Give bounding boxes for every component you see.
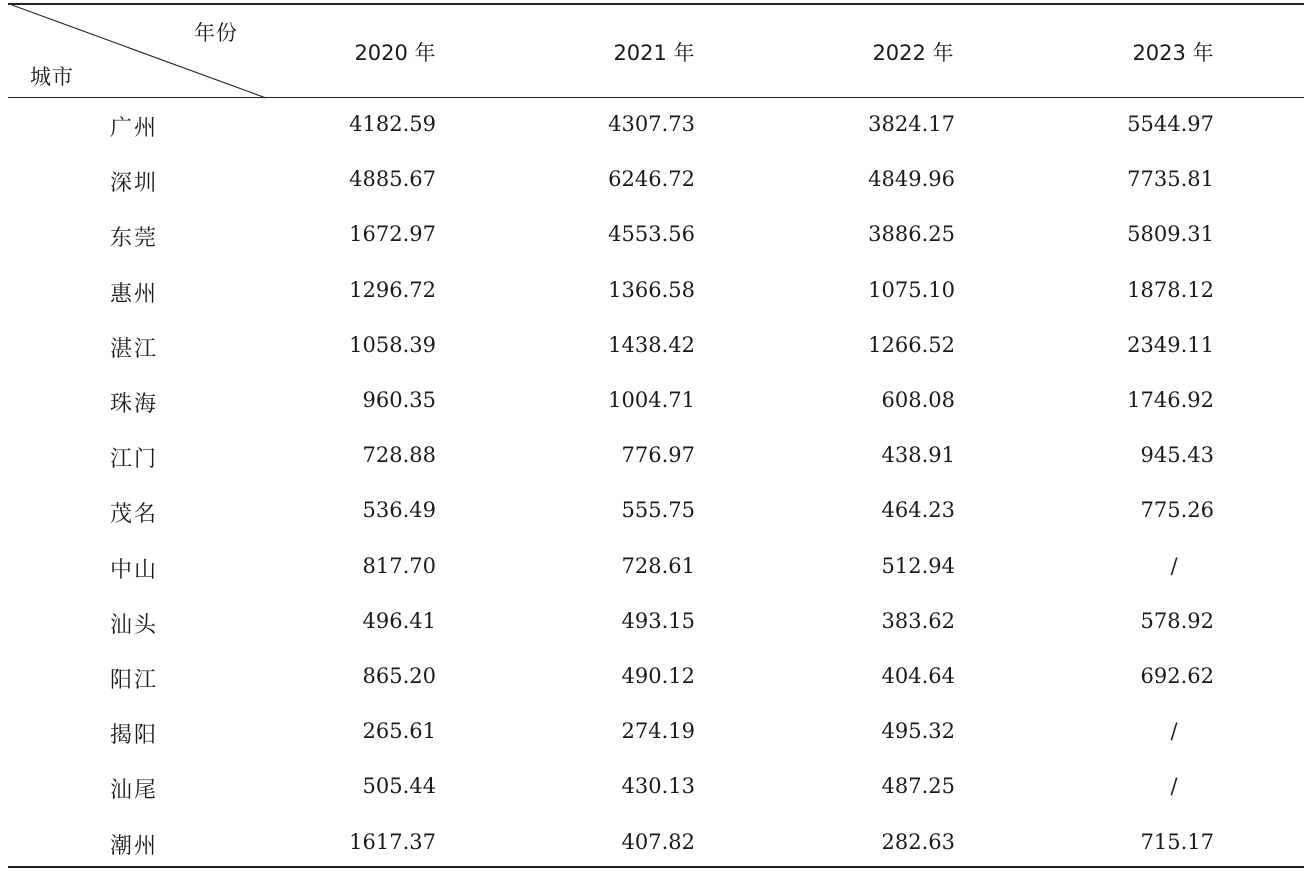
- value-cell: 3886.25: [868, 222, 955, 247]
- value-cell: 493.15: [621, 608, 695, 633]
- city-name-cell: 江门: [110, 447, 159, 473]
- value-cell: 3824.17: [868, 112, 955, 136]
- city-name-cell: 汕头: [110, 612, 159, 638]
- value-cell: 4307.73: [608, 112, 695, 136]
- value-cell: 404.64: [881, 664, 955, 688]
- table-row: [8, 322, 1304, 377]
- value-cell: 1617.37: [349, 829, 436, 854]
- value-cell: 945.43: [1140, 443, 1214, 468]
- city-name-cell: 湛江: [110, 336, 159, 362]
- value-cell: 487.25: [881, 774, 955, 799]
- city-name-cell: 茂名: [110, 502, 159, 528]
- value-cell: 865.20: [362, 664, 436, 688]
- table-row: [8, 487, 1304, 542]
- value-cell: 5544.97: [1127, 112, 1214, 136]
- value-cell: 775.26: [1140, 498, 1214, 523]
- table-row: [8, 653, 1304, 708]
- value-cell: 274.19: [621, 719, 695, 744]
- city-name-cell: 惠州: [110, 281, 159, 307]
- value-cell: 6246.72: [608, 167, 695, 192]
- table-row: [8, 708, 1304, 763]
- value-cell: 7735.81: [1127, 167, 1214, 192]
- table-row: [8, 267, 1304, 322]
- value-cell: 383.62: [881, 608, 955, 633]
- column-header-year: 2023 年: [1132, 41, 1214, 65]
- table-row: [8, 377, 1304, 432]
- value-cell: 4885.67: [349, 167, 436, 192]
- value-cell: 1672.97: [349, 222, 436, 247]
- value-cell: 960.35: [362, 388, 436, 412]
- city-name-cell: 珠海: [110, 392, 159, 417]
- value-cell: 728.61: [621, 553, 695, 578]
- city-name-cell: 揭阳: [110, 723, 159, 749]
- city-name-cell: 阳江: [110, 668, 159, 693]
- header-rule: [8, 97, 1304, 98]
- value-cell: 464.23: [881, 498, 955, 523]
- table-row: [8, 543, 1304, 598]
- value-cell: 1058.39: [349, 332, 436, 357]
- value-cell: 4849.96: [868, 167, 955, 192]
- value-cell: 490.12: [621, 664, 695, 688]
- value-cell: 282.63: [881, 829, 955, 854]
- value-cell: 536.49: [362, 498, 436, 523]
- value-cell: 512.94: [881, 553, 955, 578]
- value-cell: 817.70: [362, 553, 436, 578]
- value-cell: 1075.10: [868, 277, 955, 302]
- city-name-cell: 中山: [110, 557, 159, 583]
- table-row: [8, 156, 1304, 211]
- value-cell: 438.91: [881, 443, 955, 468]
- column-header-year: 2020 年: [354, 41, 436, 65]
- city-name-cell: 汕尾: [110, 778, 159, 804]
- value-cell: /: [1170, 719, 1178, 744]
- corner-header-year: 年份: [194, 21, 238, 45]
- value-cell: 407.82: [621, 829, 695, 854]
- value-cell: 578.92: [1140, 608, 1214, 633]
- city-name-cell: 深圳: [110, 171, 159, 197]
- value-cell: 4182.59: [349, 112, 436, 136]
- table-row: [8, 763, 1304, 818]
- value-cell: 1878.12: [1127, 277, 1214, 302]
- value-cell: 430.13: [621, 774, 695, 799]
- value-cell: 608.08: [881, 388, 955, 412]
- table-row: [8, 101, 1304, 156]
- value-cell: 715.17: [1140, 829, 1214, 854]
- value-cell: 5809.31: [1127, 222, 1214, 247]
- table-row: [8, 211, 1304, 266]
- table-bottom-rule: [8, 866, 1304, 868]
- column-header-year: 2022 年: [872, 41, 954, 65]
- value-cell: 1296.72: [349, 277, 436, 302]
- value-cell: 495.32: [881, 719, 955, 744]
- corner-header-city: 城市: [30, 65, 74, 89]
- city-name-cell: 潮州: [110, 833, 159, 859]
- value-cell: 1746.92: [1127, 388, 1214, 412]
- value-cell: 1266.52: [868, 332, 955, 357]
- value-cell: 1366.58: [608, 277, 695, 302]
- value-cell: 776.97: [621, 443, 695, 468]
- value-cell: 1438.42: [608, 332, 695, 357]
- table-row: [8, 432, 1304, 487]
- value-cell: 4553.56: [608, 222, 695, 247]
- value-cell: /: [1170, 553, 1178, 578]
- data-table: [8, 3, 1304, 869]
- value-cell: 265.61: [362, 719, 436, 744]
- value-cell: 1004.71: [608, 388, 695, 412]
- table-row: [8, 598, 1304, 653]
- city-name-cell: 东莞: [110, 226, 159, 252]
- value-cell: 505.44: [362, 774, 436, 799]
- value-cell: 692.62: [1140, 664, 1214, 688]
- value-cell: 728.88: [362, 443, 436, 468]
- city-name-cell: 广州: [110, 116, 159, 141]
- value-cell: 496.41: [362, 608, 436, 633]
- column-header-year: 2021 年: [613, 41, 695, 65]
- value-cell: /: [1170, 774, 1178, 799]
- value-cell: 555.75: [621, 498, 695, 523]
- value-cell: 2349.11: [1127, 332, 1214, 357]
